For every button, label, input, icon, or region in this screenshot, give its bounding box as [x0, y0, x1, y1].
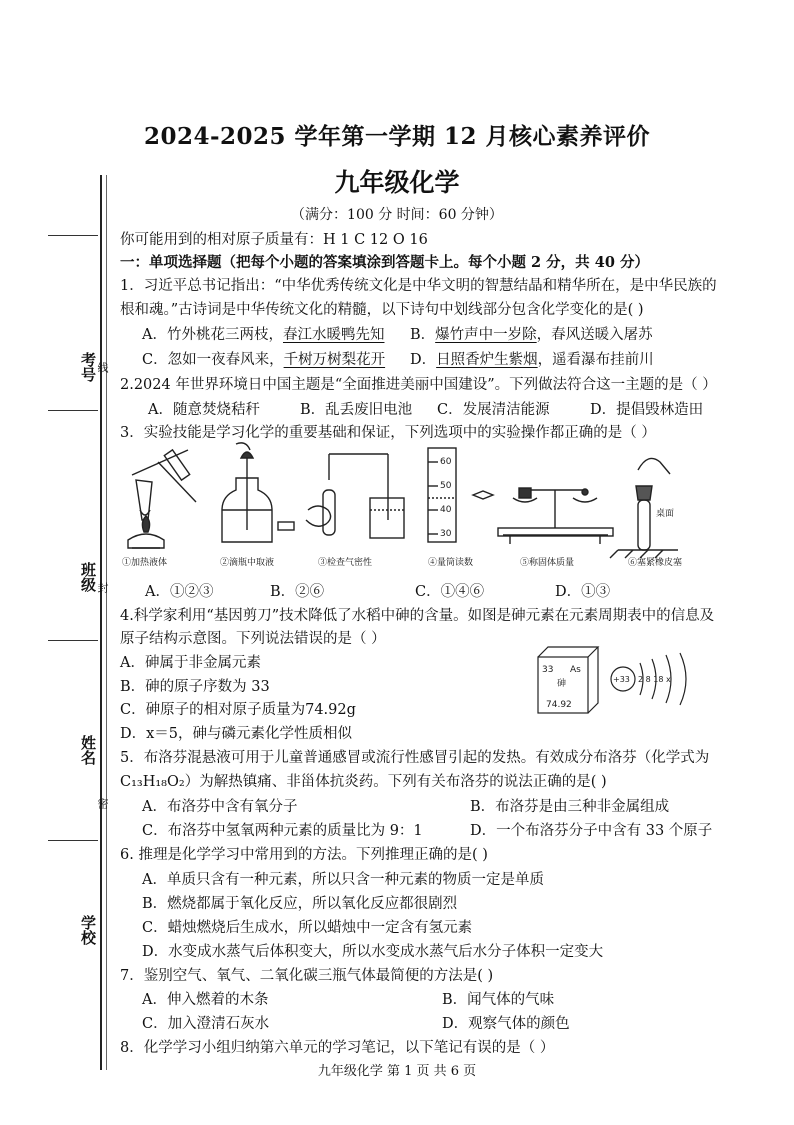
- caption-5: ⑤称固体质量: [520, 558, 575, 568]
- q3-option-c[interactable]: C．①④⑥: [415, 584, 485, 600]
- element-number: 33: [542, 665, 554, 675]
- section-heading: 一：单项选择题（把每个小题的答案填涂到答题卡上。每个小题 2 分，共 40 分）: [120, 254, 649, 271]
- exam-subject: 九年级化学: [334, 168, 460, 197]
- experiment-figures: [118, 440, 698, 570]
- q5-option-d[interactable]: D．一个布洛芬分子中含有 33 个原子: [470, 823, 713, 839]
- q6-option-c[interactable]: C．蜡烛燃烧后生成水，所以蜡烛中一定含有氢元素: [142, 920, 473, 936]
- q2-option-d[interactable]: D．提倡毁林造田: [590, 402, 704, 418]
- q6-option-d[interactable]: D．水变成水蒸气后体积变大，所以水变成水蒸气后水分子体积一定变大: [142, 944, 604, 960]
- q4-option-d[interactable]: D．x＝5，砷与磷元素化学性质相似: [120, 726, 353, 742]
- q1-option-b[interactable]: B．爆竹声中一岁除，春风送暖入屠苏: [410, 327, 653, 343]
- caption-4: ④量筒读数: [428, 558, 474, 568]
- question-8: 8．化学学习小组归纳第六单元的学习笔记，以下笔记有误的是（ ）: [120, 1040, 555, 1056]
- q7-option-b[interactable]: B．闻气体的气味: [442, 992, 555, 1008]
- q2-option-a[interactable]: A．随意焚烧秸秆: [148, 402, 260, 418]
- atomic-masses: 你可能用到的相对原子质量有：H 1 C 12 O 16: [120, 232, 428, 248]
- exam-meta: （满分：100 分 时间：60 分钟）: [291, 207, 503, 223]
- exam-number-label: 考号: [79, 352, 97, 382]
- arsenic-figure: [530, 645, 720, 717]
- q2-option-c[interactable]: C．发展清洁能源: [437, 402, 550, 418]
- q7-option-c[interactable]: C．加入澄清石灰水: [142, 1016, 270, 1032]
- class-label: 班级: [79, 562, 97, 592]
- nucleus-charge: +33: [613, 675, 630, 684]
- element-symbol: As: [570, 665, 581, 675]
- q6-option-a[interactable]: A．单质只含有一种元素，所以只含一种元素的物质一定是单质: [142, 872, 544, 888]
- binding-line: [100, 175, 102, 1070]
- electron-shells: 2 8 18 x: [638, 675, 671, 684]
- q5-option-c[interactable]: C．布洛芬中氢氧两种元素的质量比为 9：1: [142, 823, 423, 839]
- element-name: 砷: [557, 679, 567, 689]
- caption-3: ③检查气密性: [318, 558, 373, 568]
- q7-option-d[interactable]: D．观察气体的颜色: [442, 1016, 570, 1032]
- figure-balance: [498, 488, 613, 544]
- q4-option-b[interactable]: B．砷的原子序数为 33: [120, 679, 270, 695]
- q5-option-a[interactable]: A．布洛芬中含有氧分子: [142, 799, 298, 815]
- caption-6: ⑥塞紧橡皮塞: [628, 558, 683, 568]
- q5-option-b[interactable]: B．布洛芬是由三种非金属组成: [470, 799, 670, 815]
- q1-option-d[interactable]: D．日照香炉生紫烟，遥看瀑布挂前川: [410, 352, 654, 368]
- q6-option-b[interactable]: B．燃烧都属于氧化反应，所以氧化反应都很剧烈: [142, 896, 458, 912]
- cylinder-tick-30: 30: [440, 529, 452, 539]
- figure-cylinder-reading: [428, 448, 493, 542]
- figure-airtightness: [306, 454, 404, 538]
- q3-option-a[interactable]: A．①②③: [145, 584, 214, 600]
- cylinder-tick-60: 60: [440, 457, 452, 467]
- exam-title: 2024-2025 学年第一学期 12 月核心素养评价: [143, 123, 651, 150]
- figure-heating-liquid: [128, 450, 196, 548]
- q2-option-b[interactable]: B．乱丢废旧电池: [300, 402, 413, 418]
- page-footer: 九年级化学 第 1 页 共 6 页: [317, 1064, 477, 1079]
- q1-option-a[interactable]: A．竹外桃花三两枝，春江水暖鸭先知: [142, 327, 385, 343]
- cylinder-tick-40: 40: [440, 505, 452, 515]
- caption-1: ①加热液体: [122, 558, 168, 568]
- element-mass: 74.92: [546, 700, 572, 710]
- q3-option-d[interactable]: D．①③: [555, 584, 611, 600]
- cylinder-tick-50: 50: [440, 481, 452, 491]
- name-label: 姓名: [79, 735, 97, 765]
- desk-label: 桌面: [656, 509, 675, 519]
- q4-option-c[interactable]: C．砷原子的相对原子质量为74.92g: [120, 702, 356, 718]
- figure-dropper-bottle: [222, 443, 294, 542]
- q4-option-a[interactable]: A．砷属于非金属元素: [120, 655, 261, 671]
- binding-line-inner: [106, 175, 107, 1070]
- school-label: 学校: [79, 915, 97, 945]
- caption-2: ②滴瓶中取液: [220, 558, 275, 568]
- q1-option-c[interactable]: C．忽如一夜春风来，千树万树梨花开: [142, 352, 386, 368]
- q3-option-b[interactable]: B．②⑥: [270, 584, 325, 600]
- q7-option-a[interactable]: A．伸入燃着的木条: [142, 992, 269, 1008]
